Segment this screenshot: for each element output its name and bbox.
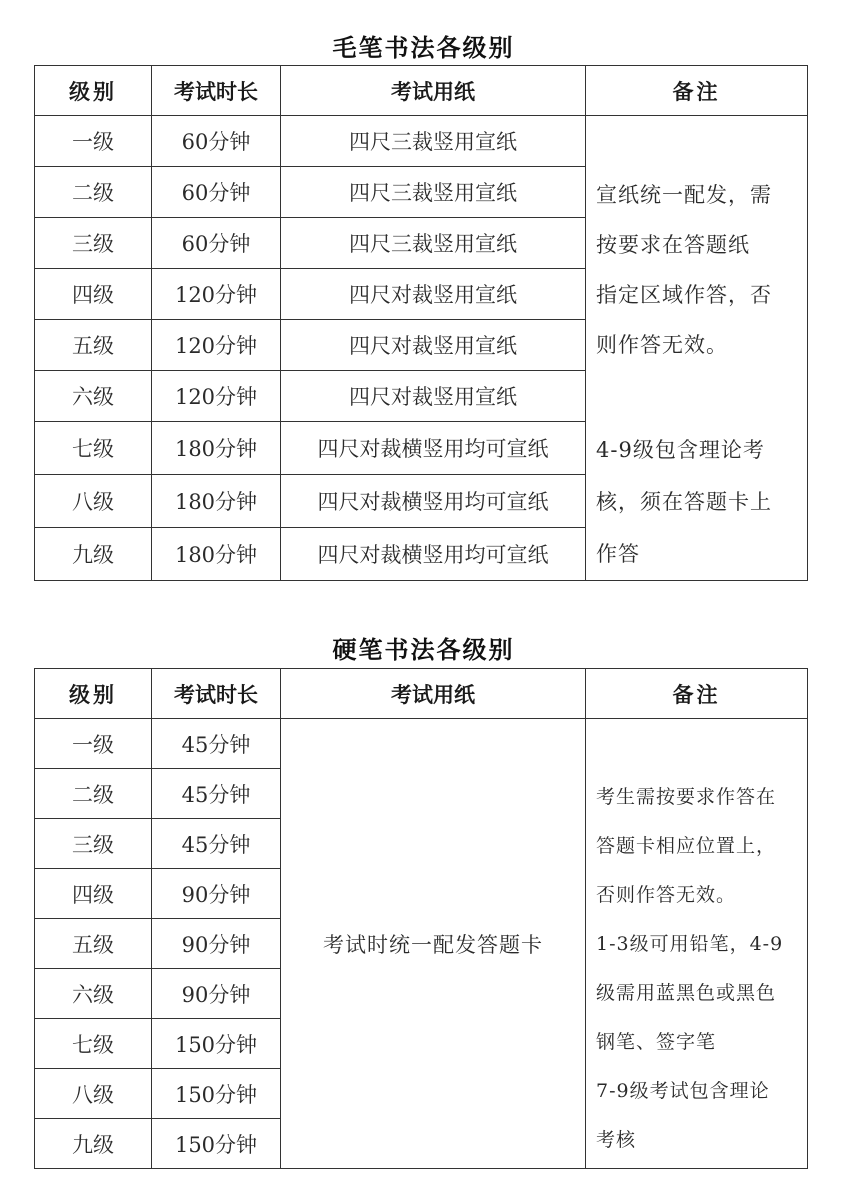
duration-cell: 150分钟: [152, 1119, 281, 1169]
note-line: 1-3级可用铅笔，4-9: [596, 933, 784, 955]
note-line: 考核: [596, 1129, 637, 1151]
header-duration: 考试时长: [152, 66, 281, 116]
header-paper: 考试用纸: [281, 66, 586, 116]
note-line: 宣纸统一配发，需: [596, 183, 772, 207]
pen-note-text: [596, 773, 795, 1165]
header-paper: 考试用纸: [281, 669, 586, 719]
note-line: 按要求在答题纸: [596, 233, 750, 257]
paper-cell: 四尺对裁竖用宣纸: [281, 319, 586, 370]
table-header-row: [35, 669, 808, 719]
level-cell: 七级: [35, 421, 152, 474]
duration-cell: 60分钟: [152, 217, 281, 268]
level-cell: 七级: [35, 1019, 152, 1069]
note-line: 指定区域作答，否: [596, 283, 772, 307]
level-cell: 三级: [35, 217, 152, 268]
paper-cell: 四尺三裁竖用宣纸: [281, 217, 586, 268]
duration-cell: 45分钟: [152, 819, 281, 869]
duration-cell: 150分钟: [152, 1069, 281, 1119]
note-line: 作答: [596, 542, 640, 566]
level-cell: 一级: [35, 116, 152, 167]
level-cell: 六级: [35, 370, 152, 421]
paper-cell: 四尺对裁横竖用均可宣纸: [281, 527, 586, 580]
note-line: 4-9级包含理论考: [596, 438, 765, 462]
paper-cell: 四尺三裁竖用宣纸: [281, 166, 586, 217]
pen-note-cell: [586, 719, 808, 1169]
level-cell: 四级: [35, 869, 152, 919]
duration-cell: 90分钟: [152, 969, 281, 1019]
level-cell: 五级: [35, 319, 152, 370]
brush-note-paper-rules: [596, 170, 795, 370]
note-line: 否则作答无效。: [596, 884, 737, 906]
level-cell: 二级: [35, 166, 152, 217]
pen-section-title: 硬笔书法各级别: [332, 635, 515, 664]
duration-cell: 120分钟: [152, 319, 281, 370]
note-line: 答题卡相应位置上，: [596, 835, 777, 857]
header-duration: 考试时长: [152, 669, 281, 719]
header-note: 备注: [586, 66, 808, 116]
level-cell: 三级: [35, 819, 152, 869]
note-line: 7-9级考试包含理论: [596, 1080, 770, 1102]
brush-note-cell: [586, 116, 808, 581]
header-note: 备注: [586, 669, 808, 719]
level-cell: 九级: [35, 527, 152, 580]
duration-cell: 120分钟: [152, 268, 281, 319]
note-line: 钢笔、签字笔: [596, 1031, 717, 1053]
duration-cell: 90分钟: [152, 869, 281, 919]
brush-section-title: 毛笔书法各级别: [332, 33, 515, 62]
brush-note-theory-rules: [596, 424, 795, 580]
level-cell: 八级: [35, 474, 152, 527]
level-cell: 八级: [35, 1069, 152, 1119]
duration-cell: 180分钟: [152, 527, 281, 580]
note-line: 级需用蓝黑色或黑色: [596, 982, 777, 1004]
header-level: 级别: [35, 669, 152, 719]
pen-levels-table: [34, 668, 808, 1169]
duration-cell: 60分钟: [152, 116, 281, 167]
level-cell: 二级: [35, 769, 152, 819]
table-row: [35, 116, 808, 167]
level-cell: 五级: [35, 919, 152, 969]
note-line: 考生需按要求作答在: [596, 786, 777, 808]
level-cell: 六级: [35, 969, 152, 1019]
header-level: 级别: [35, 66, 152, 116]
duration-cell: 45分钟: [152, 719, 281, 769]
duration-cell: 180分钟: [152, 474, 281, 527]
paper-cell: 四尺三裁竖用宣纸: [281, 116, 586, 167]
pen-paper-merged-cell: 考试时统一配发答题卡: [281, 719, 586, 1169]
brush-levels-table: [34, 65, 808, 581]
duration-cell: 180分钟: [152, 421, 281, 474]
duration-cell: 90分钟: [152, 919, 281, 969]
duration-cell: 60分钟: [152, 166, 281, 217]
level-cell: 九级: [35, 1119, 152, 1169]
paper-cell: 四尺对裁横竖用均可宣纸: [281, 421, 586, 474]
note-line: 则作答无效。: [596, 333, 728, 357]
level-cell: 四级: [35, 268, 152, 319]
duration-cell: 120分钟: [152, 370, 281, 421]
paper-cell: 四尺对裁竖用宣纸: [281, 370, 586, 421]
table-header-row: [35, 66, 808, 116]
level-cell: 一级: [35, 719, 152, 769]
paper-cell: 四尺对裁横竖用均可宣纸: [281, 474, 586, 527]
table-row: [35, 719, 808, 769]
paper-cell: 四尺对裁竖用宣纸: [281, 268, 586, 319]
duration-cell: 45分钟: [152, 769, 281, 819]
duration-cell: 150分钟: [152, 1019, 281, 1069]
note-line: 核，须在答题卡上: [596, 490, 772, 514]
